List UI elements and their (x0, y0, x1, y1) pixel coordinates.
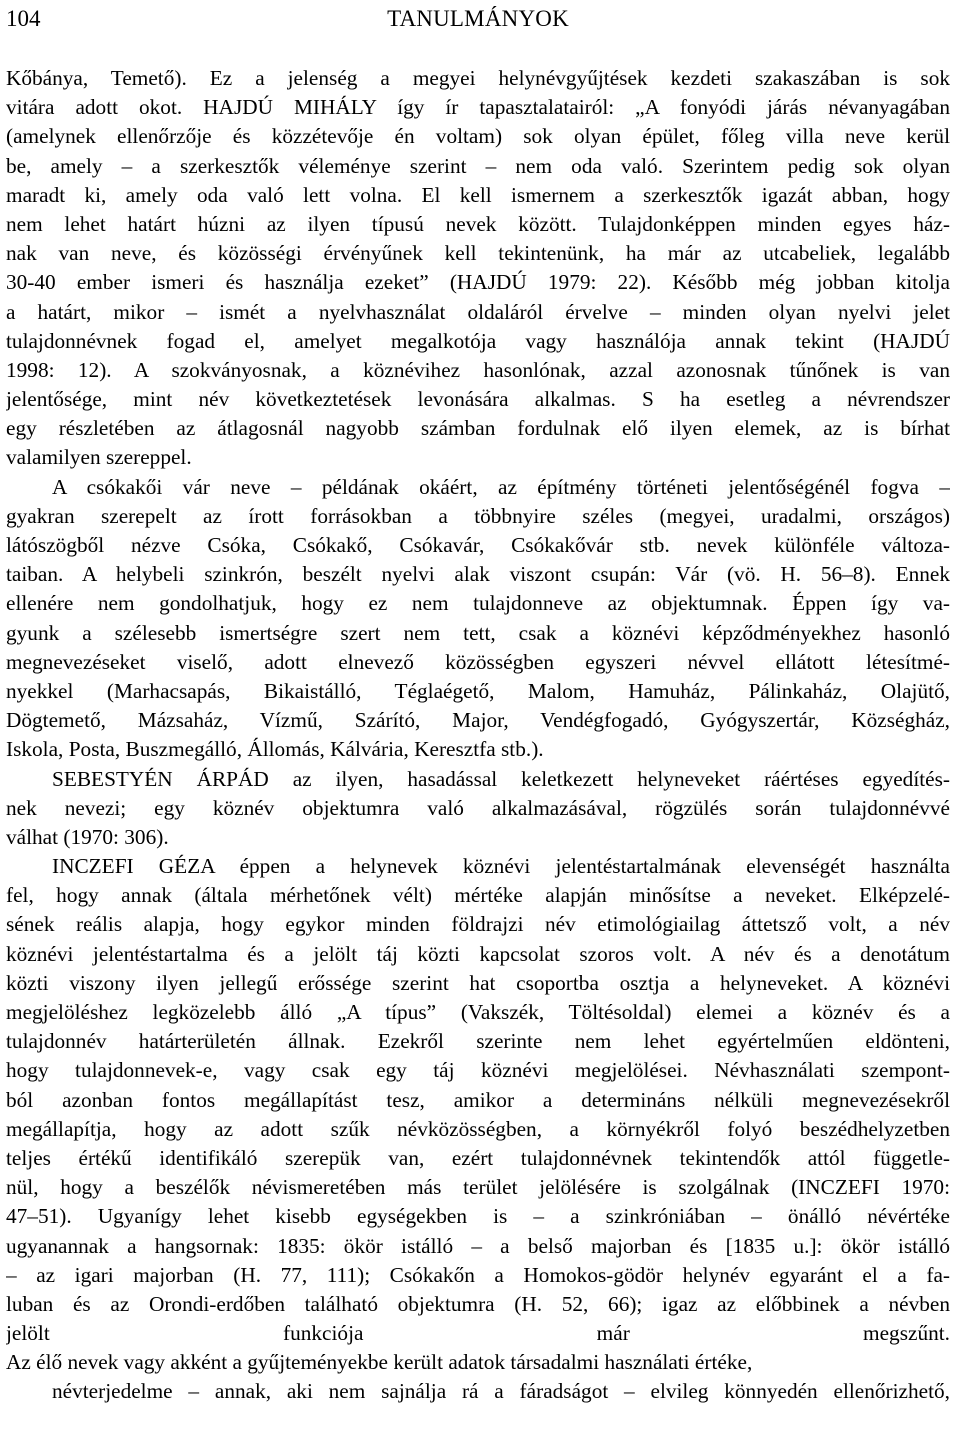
text-line: nem lehet határt húzni az ilyen típusú nevek között. Tulajdonképpen minden egyes ház- (6, 211, 950, 236)
text-line: névterjedelme – annak, aki nem sajnálja rá a fáradságot – elvileg könnyedén ellenőrizhető, (52, 1379, 950, 1404)
text-line: teljes értékű identifikáló szerepük van, ezért tulajdonnévnek tekintendők attól függetle- (6, 1145, 950, 1170)
text-line: ból azonban fontos megállapítást tesz, amikor a determináns nélküli megnevezésekről (6, 1087, 950, 1112)
text-line: ugyanannak a hangsornak: 1835: ökör istálló – a belső majorban és [1835 u.]: ökör istálló (6, 1233, 950, 1258)
text-line: nek nevezi; egy köznév objektumra való alkalmazásával, rögzülés során tulajdonnévvé (6, 795, 950, 820)
text-line: egy részletében az átlagosnál nagyobb számban fordulnak elő ilyen elemek, az is bírhat (6, 416, 950, 441)
text-line: 47–51). Ugyanígy lehet kisebb egységekben is – a szinkróniában – önálló névértéke (6, 1204, 950, 1229)
text-line: luban és az Orondi-erdőben található objektumra (H. 52, 66); igaz az előbbinek a névben (6, 1291, 950, 1316)
text-line: Kőbánya, Temető). Ez a jelenség a megyei helynévgyűjtések kezdeti szakaszában is sok (6, 66, 950, 90)
text-line: sének reális alapja, hogy egykor minden földrajzi név etimológiailag áttetsző volt, a név (6, 912, 950, 937)
text-line: Iskola, Posta, Buszmegálló, Állomás, Kálvária, Keresztfa stb.). (6, 737, 544, 762)
text-line: vitára adott okot. HAJDÚ MIHÁLY így ír tapasztalatairól: „A fonyódi járás névanyagában (6, 95, 950, 120)
text-line: Dögtemető, Mázsaház, Vízmű, Szárító, Major, Vendégfogadó, Gyógyszertár, Községház, (6, 708, 950, 733)
body-text (6, 64, 950, 1436)
text-line: SEBESTYÉN ÁRPÁD az ilyen, hasadással keletkezett helyneveket ráértéses egyedítés- (52, 766, 950, 791)
text-line: válhat (1970: 306). (6, 824, 169, 849)
text-line: nak van neve, és közösségi érvényűnek kell tekintenünk, ha már az utcabeliek, legalább (6, 241, 950, 266)
text-line: hogy tulajdonnevek-e, vagy csak egy táj köznévi megjelölései. Névhasználati szempont- (6, 1058, 950, 1083)
text-line: megállapítja, hogy az adott szűk névközösségben, a környékről folyó beszédhelyzetben (6, 1116, 950, 1141)
page-number: 104 (6, 6, 41, 31)
text-line: jelentősége, mint név következtetések levonására alkalmas. S ha esetleg a névrendszer (6, 387, 950, 412)
text-line: jelölt funkciója már megszűnt. (6, 1321, 950, 1346)
text-line: 1998: 12). A szokványosnak, a köznévihez hasonlónak, azzal azonosnak tűnőnek is van (6, 357, 950, 382)
text-line: tulajdonnévnek fogad el, amelyet megalkotója vagy használója annak tekint (HAJDÚ (6, 328, 950, 353)
text-line: valamilyen szereppel. (6, 445, 192, 470)
text-line: a határt, mikor – ismét a nyelvhasználat oldaláról érvelve – minden olyan nyelvi jelet (6, 299, 950, 324)
running-title: TANULMÁNYOK (387, 6, 569, 31)
text-line: ellenére nem gondolhatjuk, hogy ez nem tulajdonneve az objektumnak. Éppen így va- (6, 591, 950, 616)
page-header (6, 4, 950, 38)
text-line: tulajdonnév határterületén állnak. Ezekről szerinte nem lehet egyértelműen eldönteni, (6, 1029, 950, 1054)
text-line: INCZEFI GÉZA éppen a helynevek köznévi jelentéstartalmának elevenségét használta (52, 854, 950, 879)
text-line: (amelynek ellenőrzője és közzétevője én voltam) sok olyan épület, főleg villa neve kerül (6, 124, 950, 149)
text-line: fel, hogy annak (általa mérhetőnek vélt) mértéke alapján minősítse a neveket. Elképzelé- (6, 883, 950, 908)
text-line: be, amely – a szerkesztők véleménye szerint – nem oda való. Szerintem pedig sok olyan (6, 153, 950, 178)
text-line: megjelöléshez legközelebb álló „A típus” (Vakszék, Töltésoldal) elemei a köznév és a (6, 1000, 950, 1024)
text-line: nyekkel (Marhacsapás, Bikaistálló, Téglaégető, Malom, Hamuház, Pálinkaház, Olajütő, (6, 678, 950, 703)
text-line: gyunk a szélesebb ismertségre szert nem tett, csak a köznévi képződményekhez hasonló (6, 620, 950, 645)
text-line: maradt ki, amely oda való lett volna. El kell ismernem a szerkesztők igazát abban, hogy (6, 182, 950, 207)
text-line: látószögből nézve Csóka, Csókakő, Csókavár, Csókakővár stb. nevek különféle változa- (6, 533, 950, 557)
text-line: 30-40 ember ismeri és használja ezeket” (HAJDÚ 1979: 22). Később még jobban kitolja (6, 270, 950, 295)
text-line: A csókakői vár neve – példának okáért, az építmény történeti jelentőségénél fogva – (52, 474, 950, 499)
text-line: köznévi jelentéstartalma és a jelölt táj közti kapcsolat szoros volt. A név és a denotátum (6, 941, 950, 966)
text-line: nül, hogy a beszélők névismeretében más terület jelölésére is szolgálnak (INCZEFI 1970: (6, 1175, 950, 1200)
text-line: gyakran szerepelt az írott forrásokban a többnyire széles (megyei, uradalmi, országos) (6, 503, 950, 528)
text-line (6, 1407, 950, 1436)
text-line: taiban. A helybeli szinkrón, beszélt nyelvi alak viszont csupán: Vár (vö. H. 56–8). Ennek (6, 562, 950, 587)
text-line: közti viszony ilyen jellegű erőssége szerint hat csoportba osztja a helyneveket. A köznévi (6, 970, 950, 995)
text-line: Az élő nevek vagy akként a gyűjteményekbe került adatok társadalmi használati értéke, (6, 1350, 753, 1375)
text-line: – az igari majorban (H. 77, 111); Csókakőn a Homokos-gödör helynév egyaránt el a fa- (6, 1262, 950, 1287)
text-line: megnevezéseket viselő, adott elnevező közösségben egyszeri névvel ellátott létesítmé- (6, 649, 950, 674)
